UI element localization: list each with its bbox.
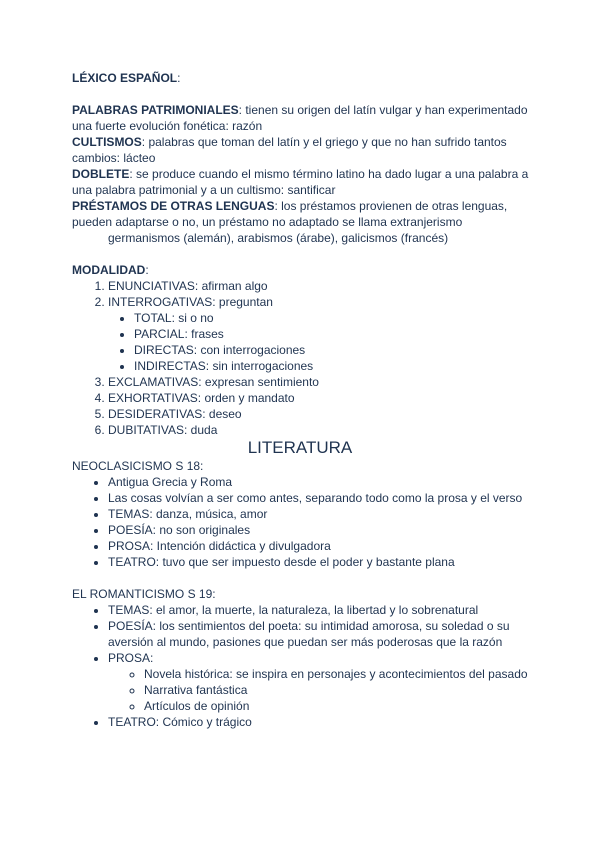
interrogativas-subitem: • TOTAL: si o no <box>134 310 532 326</box>
romanticismo-item: • TEMAS: el amor, la muerte, la naturaleza, la libertad y lo sobrenatural <box>108 602 532 618</box>
lexico-item <box>72 198 532 230</box>
interrogativas-subitem: • PARCIAL: frases <box>134 326 532 342</box>
lexico-definition: : tienen su origen del latín vulgar y han experimentado una fuerte evolución fonética: razón <box>72 103 528 133</box>
romanticismo-item: • TEATRO: Cómico y trágico <box>108 714 532 730</box>
neoclasicismo-item: • Antigua Grecia y Roma <box>108 474 532 490</box>
neoclasicismo-heading: NEOCLASICISMO S 18: <box>72 459 204 473</box>
lexico-term: DOBLETE <box>72 167 130 181</box>
romanticismo-heading: EL ROMANTICISMO S 19: <box>72 587 216 601</box>
spacer <box>72 570 532 586</box>
neoclasicismo-item: • TEATRO: tuvo que ser impuesto desde el poder y bastante plana <box>108 554 532 570</box>
lexico-term: PRÉSTAMOS DE OTRAS LENGUAS <box>72 199 275 213</box>
modalidad-item: 5. DESIDERATIVAS: deseo <box>108 406 532 422</box>
modalidad-item-label: INTERROGATIVAS: preguntan <box>108 295 273 309</box>
interrogativas-subitem: • INDIRECTAS: sin interrogaciones <box>134 358 532 374</box>
document-page <box>72 70 532 730</box>
spacer <box>72 86 532 102</box>
literatura-title: LITERATURA <box>247 438 353 457</box>
neoclasicismo-list <box>72 474 532 570</box>
romanticismo-item <box>108 650 532 714</box>
prosa-subitem: ◦ Narrativa fantástica <box>144 682 532 698</box>
interrogativas-subitem: • DIRECTAS: con interrogaciones <box>134 342 532 358</box>
lexico-item <box>72 166 532 198</box>
prosa-sublist <box>108 666 532 714</box>
modalidad-heading: MODALIDAD <box>72 263 146 277</box>
lexico-heading-line <box>72 70 532 86</box>
lexico-definition: : los préstamos provienen de otras lenguas, pueden adaptarse o no, un préstamo no adaptado se llama extranjerismo <box>72 199 508 229</box>
modalidad-item: 4. EXHORTATIVAS: orden y mandato <box>108 390 532 406</box>
modalidad-item: 3. EXCLAMATIVAS: expresan sentimiento <box>108 374 532 390</box>
lexico-term: PALABRAS PATRIMONIALES <box>72 103 239 117</box>
lexico-heading-colon: : <box>177 71 181 85</box>
lexico-heading: LÉXICO ESPAÑOL <box>72 71 178 85</box>
modalidad-item <box>108 294 532 374</box>
lexico-item <box>72 134 532 166</box>
spacer <box>72 246 532 262</box>
modalidad-heading-colon: : <box>145 263 149 277</box>
romanticismo-prosa-label: PROSA: <box>108 651 154 665</box>
prosa-subitem: ◦ Novela histórica: se inspira en personajes y acontecimientos del pasado <box>144 666 532 682</box>
lexico-term: CULTISMOS <box>72 135 142 149</box>
lexico-definition: : palabras que toman del latín y el griego y que no han sufrido tantos cambios: lácteo <box>72 135 507 165</box>
interrogativas-sublist <box>108 310 532 374</box>
romanticismo-item: • POESÍA: los sentimientos del poeta: su intimidad amorosa, su soledad o su aversión al mundo, pasiones que puedan ser más poderosas que la razón <box>108 618 532 650</box>
lexico-item <box>72 102 532 134</box>
modalidad-heading-line <box>72 262 532 278</box>
neoclasicismo-item: • Las cosas volvían a ser como antes, separando todo como la prosa y el verso <box>108 490 532 506</box>
neoclasicismo-item: • PROSA: Intención didáctica y divulgadora <box>108 538 532 554</box>
prestamos-examples: germanismos (alemán), arabismos (árabe), galicismos (francés) <box>108 231 449 245</box>
prosa-subitem: ◦ Artículos de opinión <box>144 698 532 714</box>
modalidad-item: 6. DUBITATIVAS: duda <box>108 422 532 438</box>
modalidad-list <box>72 278 532 438</box>
romanticismo-list <box>72 602 532 730</box>
neoclasicismo-item: • POESÍA: no son originales <box>108 522 532 538</box>
neoclasicismo-item: • TEMAS: danza, música, amor <box>108 506 532 522</box>
lexico-definition: : se produce cuando el mismo término latino ha dado lugar a una palabra a una palabra patrimonial y a un cultismo: santificar <box>72 167 529 197</box>
modalidad-item: 1. ENUNCIATIVAS: afirman algo <box>108 278 532 294</box>
